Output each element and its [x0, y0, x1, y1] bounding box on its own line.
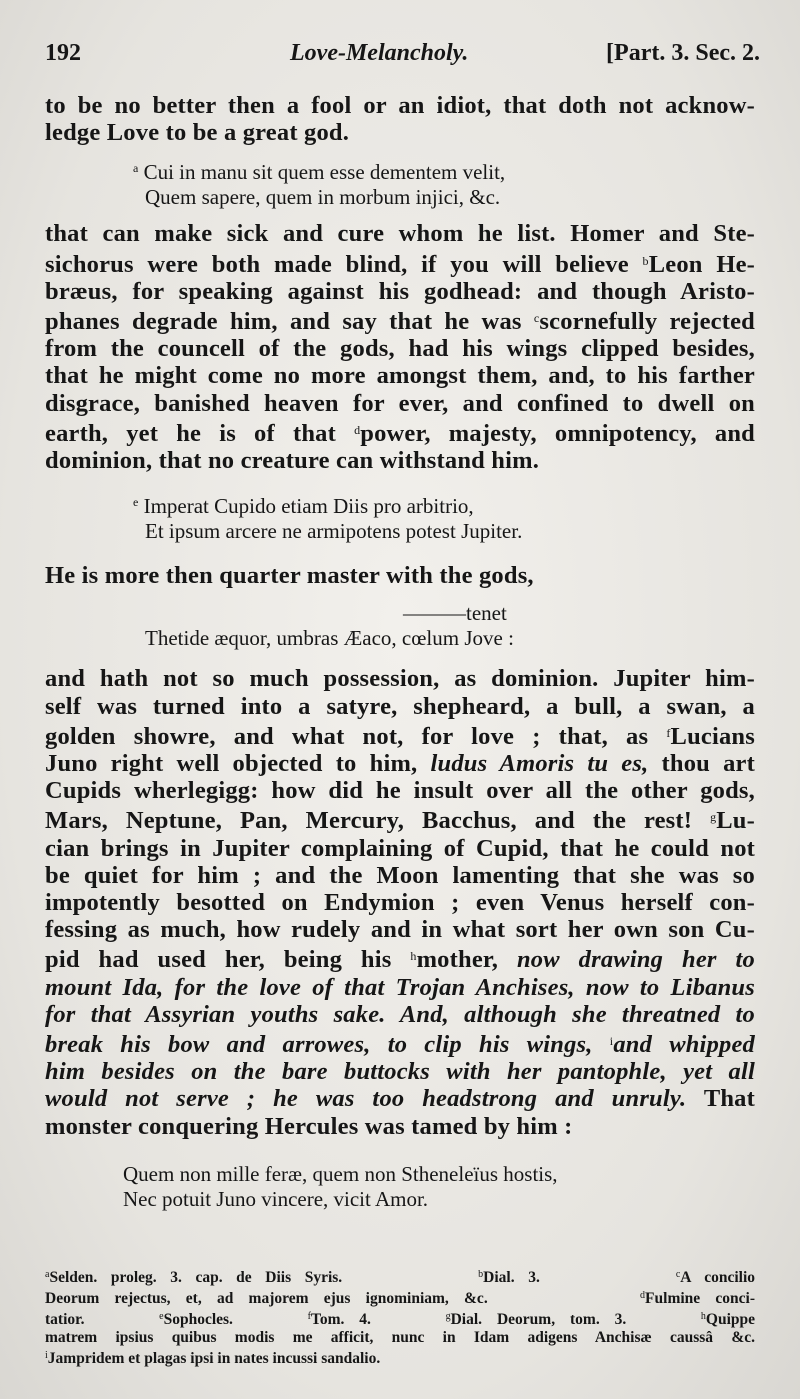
verse-quote-3	[45, 601, 755, 651]
verse-quote-1	[133, 156, 755, 210]
text-line: break his bow and arrowes, to clip his wings, $^i$and whipped	[45, 1031, 755, 1059]
text-line: ledge Love to be a great god.	[45, 119, 350, 147]
footnote-marker: b	[478, 1269, 484, 1280]
part-section: [Part. 3. Sec. 2.	[606, 40, 760, 66]
text-line: monster conquering Hercules was tamed by him :	[45, 1112, 573, 1140]
footnote-line: tatior. $^e$Sophocles. $^f$Tom. 4. $^g$Dial. Deorum, tom. 3. $^h$Quippe	[45, 1311, 756, 1328]
verse-line: $^a$ Cui in manu sit quem esse dementem velit,	[133, 160, 506, 185]
running-header	[45, 40, 760, 76]
footnote-line: Deorum rejectus, et, ad majorem ejus ignominiam, &c. $^d$Fulmine conci-	[45, 1290, 755, 1307]
text-line: would not serve ; he was too headstrong and unruly. That	[45, 1085, 755, 1113]
text-line: and hath not so much possession, as dominion. Jupiter him-	[45, 665, 755, 693]
footnote-line: matrem ipsius quibus modis me afficit, nunc in Idam adigens Anchisæ caussâ &c.	[45, 1329, 755, 1346]
running-title: Love-Melancholy.	[290, 40, 469, 66]
footnote-marker: i	[609, 1034, 614, 1049]
text-line: impotently besotted on Endymion ; even Venus herself con-	[45, 889, 755, 917]
text-line: dominion, that no creature can withstand him.	[45, 447, 540, 475]
footnote-marker: i	[45, 1350, 48, 1361]
footnote-marker: f	[307, 1311, 311, 1322]
footnote-marker: h	[700, 1311, 706, 1322]
paragraph-4	[45, 665, 755, 1139]
text-line: disgrace, banished heaven for ever, and confined to dwell on	[45, 389, 755, 417]
footnote-marker: h	[410, 949, 417, 964]
page-number: 192	[45, 40, 81, 66]
paragraph-1	[45, 92, 755, 146]
text-line: for that Assyrian youths sake. And, although she threatned to	[45, 1000, 755, 1028]
text-line: golden showre, and what not, for love ; that, as $^f$Lucians	[45, 722, 755, 750]
text-line: cian brings in Jupiter complaining of Cupid, that he could not	[45, 834, 755, 862]
footnote-marker: c	[675, 1269, 681, 1280]
verse-line: Quem sapere, quem in morbum injici, &c.	[145, 185, 501, 210]
verse-quote-2	[133, 490, 755, 544]
text-line: earth, yet he is of that $^d$power, majesty, omnipotency, and	[45, 419, 755, 447]
verse-quote-4	[123, 1162, 755, 1212]
footnote-marker: a	[45, 1269, 50, 1280]
text-line: Cupids wherlegigg: how did he insult over all the other gods,	[45, 777, 755, 805]
text-line: pid had used her, being his $^h$mother, now drawing her to	[45, 946, 755, 974]
footnote-marker: g	[445, 1311, 451, 1322]
verse-line: $^e$ Imperat Cupido etiam Diis pro arbitrio,	[133, 494, 474, 519]
footnote-marker: b	[642, 253, 649, 268]
text-line: that he might come no more amongst them, and, to his farther	[45, 362, 755, 390]
footnote-marker: e	[159, 1311, 164, 1322]
text-line: Mars, Neptune, Pan, Mercury, Bacchus, and the rest! $^g$Lu-	[45, 807, 755, 835]
footnote-line: $^i$Jampridem et plagas ipsi in nates incussi sandalio.	[45, 1350, 381, 1367]
footnote-marker: a	[133, 161, 139, 176]
text-line: from the councell of the gods, had his wings clipped besides,	[45, 335, 755, 363]
verse-line: Nec potuit Juno vincere, vicit Amor.	[123, 1186, 429, 1211]
footnote-marker: f	[666, 725, 671, 740]
verse-3-tenet: ———tenet	[403, 601, 507, 626]
paragraph-2	[45, 220, 755, 474]
footnote-line: $^a$Selden. proleg. 3. cap. de Diis Syris. $^b$Dial. 3. $^c$A concilio	[45, 1269, 756, 1286]
text-line: be quiet for him ; and the Moon lamenting that she was so	[45, 861, 755, 889]
footnote-marker: c	[533, 311, 540, 326]
text-line: that can make sick and cure whom he list. Homer and Ste-	[45, 220, 755, 248]
page-body	[45, 92, 755, 1212]
text-line: bræus, for speaking against his godhead: and though Aristo-	[45, 277, 755, 305]
text-line: to be no better then a fool or an idiot, that doth not acknow-	[45, 92, 755, 119]
footnotes	[45, 1266, 755, 1368]
verse-3-line: Thetide æquor, umbras Æaco, cœlum Jove :	[145, 626, 514, 651]
text-line: self was turned into a satyre, shepheard, a bull, a swan, a	[45, 692, 755, 720]
verse-line: Et ipsum arcere ne armipotens potest Jupiter.	[145, 519, 523, 544]
text-line: Juno right well objected to him, ludus Amoris tu es, thou art	[45, 750, 755, 778]
footnote-marker: g	[710, 810, 717, 825]
verse-line: Quem non mille feræ, quem non Stheneleïus hostis,	[123, 1161, 558, 1186]
paragraph-3-line: He is more then quarter master with the gods,	[45, 562, 534, 590]
footnote-marker: d	[640, 1290, 646, 1301]
footnote-marker: d	[354, 422, 361, 437]
text-line: mount Ida, for the love of that Trojan Anchises, now to Libanus	[45, 973, 755, 1001]
paragraph-3	[45, 562, 755, 589]
text-line: sichorus were both made blind, if you will believe $^b$Leon He-	[45, 250, 756, 278]
text-line: fessing as much, how rudely and in what sort her own son Cu-	[45, 916, 755, 944]
text-line: him besides on the bare buttocks with her pantophle, yet all	[45, 1058, 755, 1086]
footnote-marker: e	[133, 495, 139, 510]
text-line: phanes degrade him, and say that he was $^c$scornefully rejected	[45, 308, 755, 336]
